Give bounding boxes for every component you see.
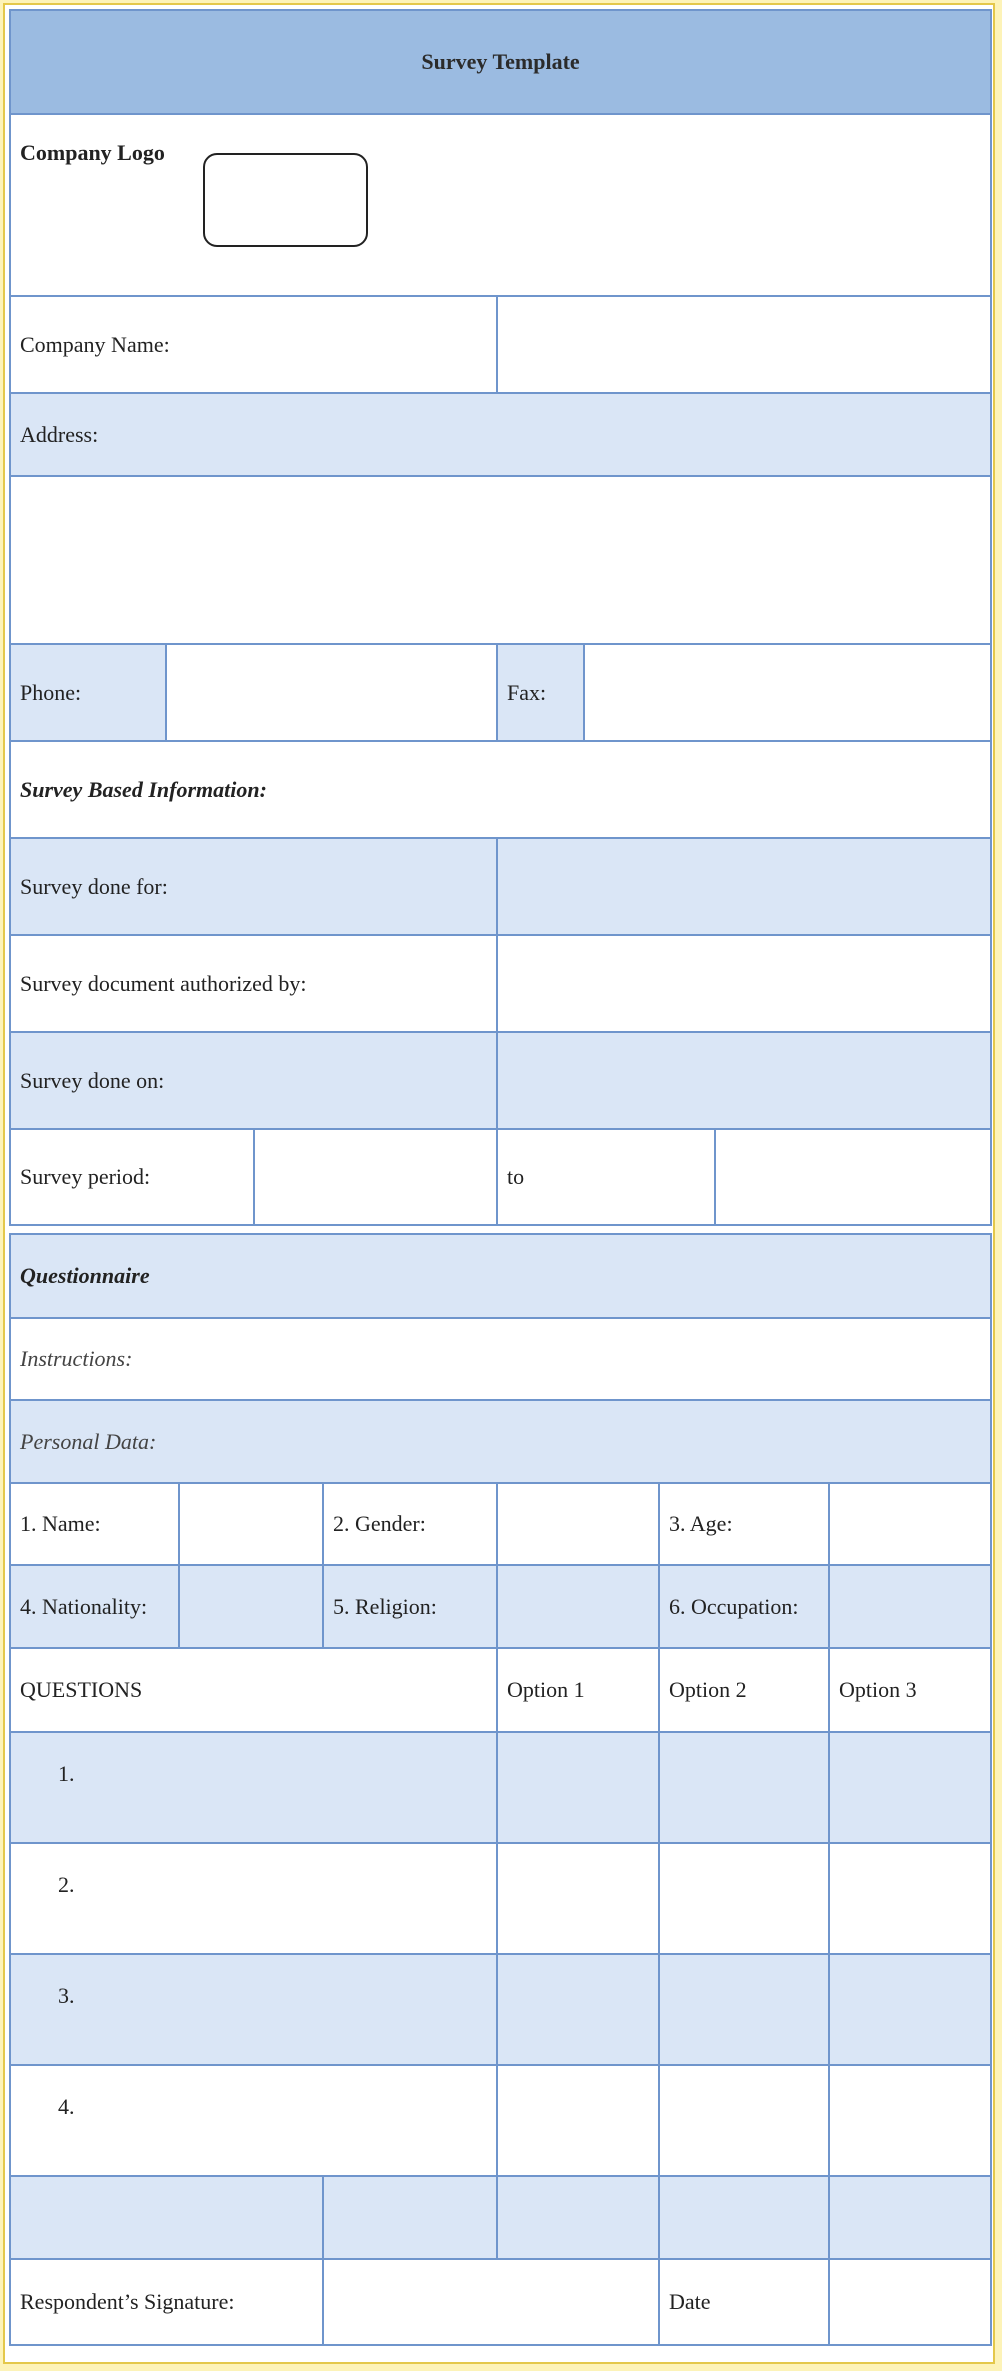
question-3-option-3[interactable] bbox=[829, 1954, 991, 2065]
question-1-option-1[interactable] bbox=[497, 1732, 659, 1843]
page-title: Survey Template bbox=[10, 10, 991, 114]
question-2-option-3[interactable] bbox=[829, 1843, 991, 1954]
nationality-label: 4. Nationality: bbox=[10, 1565, 179, 1648]
blank-cell[interactable] bbox=[659, 2176, 829, 2259]
company-info-table bbox=[9, 9, 992, 1226]
signature-label: Respondent’s Signature: bbox=[10, 2259, 323, 2345]
occupation-field[interactable] bbox=[829, 1565, 991, 1648]
survey-period-label: Survey period: bbox=[10, 1129, 254, 1225]
age-label: 3. Age: bbox=[659, 1483, 829, 1565]
questionnaire-table bbox=[9, 1233, 992, 1649]
survey-authorized-label: Survey document authorized by: bbox=[10, 935, 497, 1032]
question-4-option-3[interactable] bbox=[829, 2065, 991, 2176]
blank-cell[interactable] bbox=[323, 2176, 497, 2259]
address-label: Address: bbox=[10, 393, 991, 476]
religion-label: 5. Religion: bbox=[323, 1565, 497, 1648]
question-2: 2. bbox=[10, 1843, 497, 1954]
date-field[interactable] bbox=[829, 2259, 991, 2345]
questions-table bbox=[9, 1647, 992, 2346]
question-1-option-2[interactable] bbox=[659, 1732, 829, 1843]
phone-field[interactable] bbox=[166, 644, 497, 741]
company-name-field[interactable] bbox=[497, 296, 991, 393]
company-logo-placeholder[interactable] bbox=[203, 153, 368, 247]
date-label: Date bbox=[659, 2259, 829, 2345]
fax-field[interactable] bbox=[584, 644, 991, 741]
blank-cell[interactable] bbox=[497, 2176, 659, 2259]
question-1: 1. bbox=[10, 1732, 497, 1843]
company-name-label: Company Name: bbox=[10, 296, 497, 393]
question-3-option-2[interactable] bbox=[659, 1954, 829, 2065]
survey-period-to-label: to bbox=[497, 1129, 715, 1225]
nationality-field[interactable] bbox=[179, 1565, 323, 1648]
question-2-option-2[interactable] bbox=[659, 1843, 829, 1954]
question-4: 4. bbox=[10, 2065, 497, 2176]
survey-info-heading: Survey Based Information: bbox=[10, 741, 991, 838]
instructions-label: Instructions: bbox=[10, 1318, 991, 1400]
survey-done-on-label: Survey done on: bbox=[10, 1032, 497, 1129]
blank-cell[interactable] bbox=[829, 2176, 991, 2259]
occupation-label: 6. Occupation: bbox=[659, 1565, 829, 1648]
address-field[interactable] bbox=[10, 476, 991, 644]
blank-cell[interactable] bbox=[10, 2176, 323, 2259]
option-2-header: Option 2 bbox=[659, 1648, 829, 1732]
fax-label: Fax: bbox=[497, 644, 584, 741]
personal-data-label: Personal Data: bbox=[10, 1400, 991, 1483]
questionnaire-heading: Questionnaire bbox=[10, 1234, 991, 1318]
survey-period-start-field[interactable] bbox=[254, 1129, 497, 1225]
phone-label: Phone: bbox=[10, 644, 166, 741]
option-3-header: Option 3 bbox=[829, 1648, 991, 1732]
age-field[interactable] bbox=[829, 1483, 991, 1565]
signature-field[interactable] bbox=[323, 2259, 659, 2345]
name-field[interactable] bbox=[179, 1483, 323, 1565]
survey-done-for-label: Survey done for: bbox=[10, 838, 497, 935]
survey-done-on-field[interactable] bbox=[497, 1032, 991, 1129]
name-label: 1. Name: bbox=[10, 1483, 179, 1565]
gender-label: 2. Gender: bbox=[323, 1483, 497, 1565]
gender-field[interactable] bbox=[497, 1483, 659, 1565]
question-1-option-3[interactable] bbox=[829, 1732, 991, 1843]
survey-done-for-field[interactable] bbox=[497, 838, 991, 935]
question-4-option-2[interactable] bbox=[659, 2065, 829, 2176]
company-logo-row bbox=[10, 114, 991, 296]
question-3-option-1[interactable] bbox=[497, 1954, 659, 2065]
company-logo-label: Company Logo bbox=[20, 140, 165, 165]
religion-field[interactable] bbox=[497, 1565, 659, 1648]
question-4-option-1[interactable] bbox=[497, 2065, 659, 2176]
question-3: 3. bbox=[10, 1954, 497, 2065]
option-1-header: Option 1 bbox=[497, 1648, 659, 1732]
survey-authorized-field[interactable] bbox=[497, 935, 991, 1032]
survey-period-end-field[interactable] bbox=[715, 1129, 991, 1225]
questions-header: QUESTIONS bbox=[10, 1648, 497, 1732]
question-2-option-1[interactable] bbox=[497, 1843, 659, 1954]
